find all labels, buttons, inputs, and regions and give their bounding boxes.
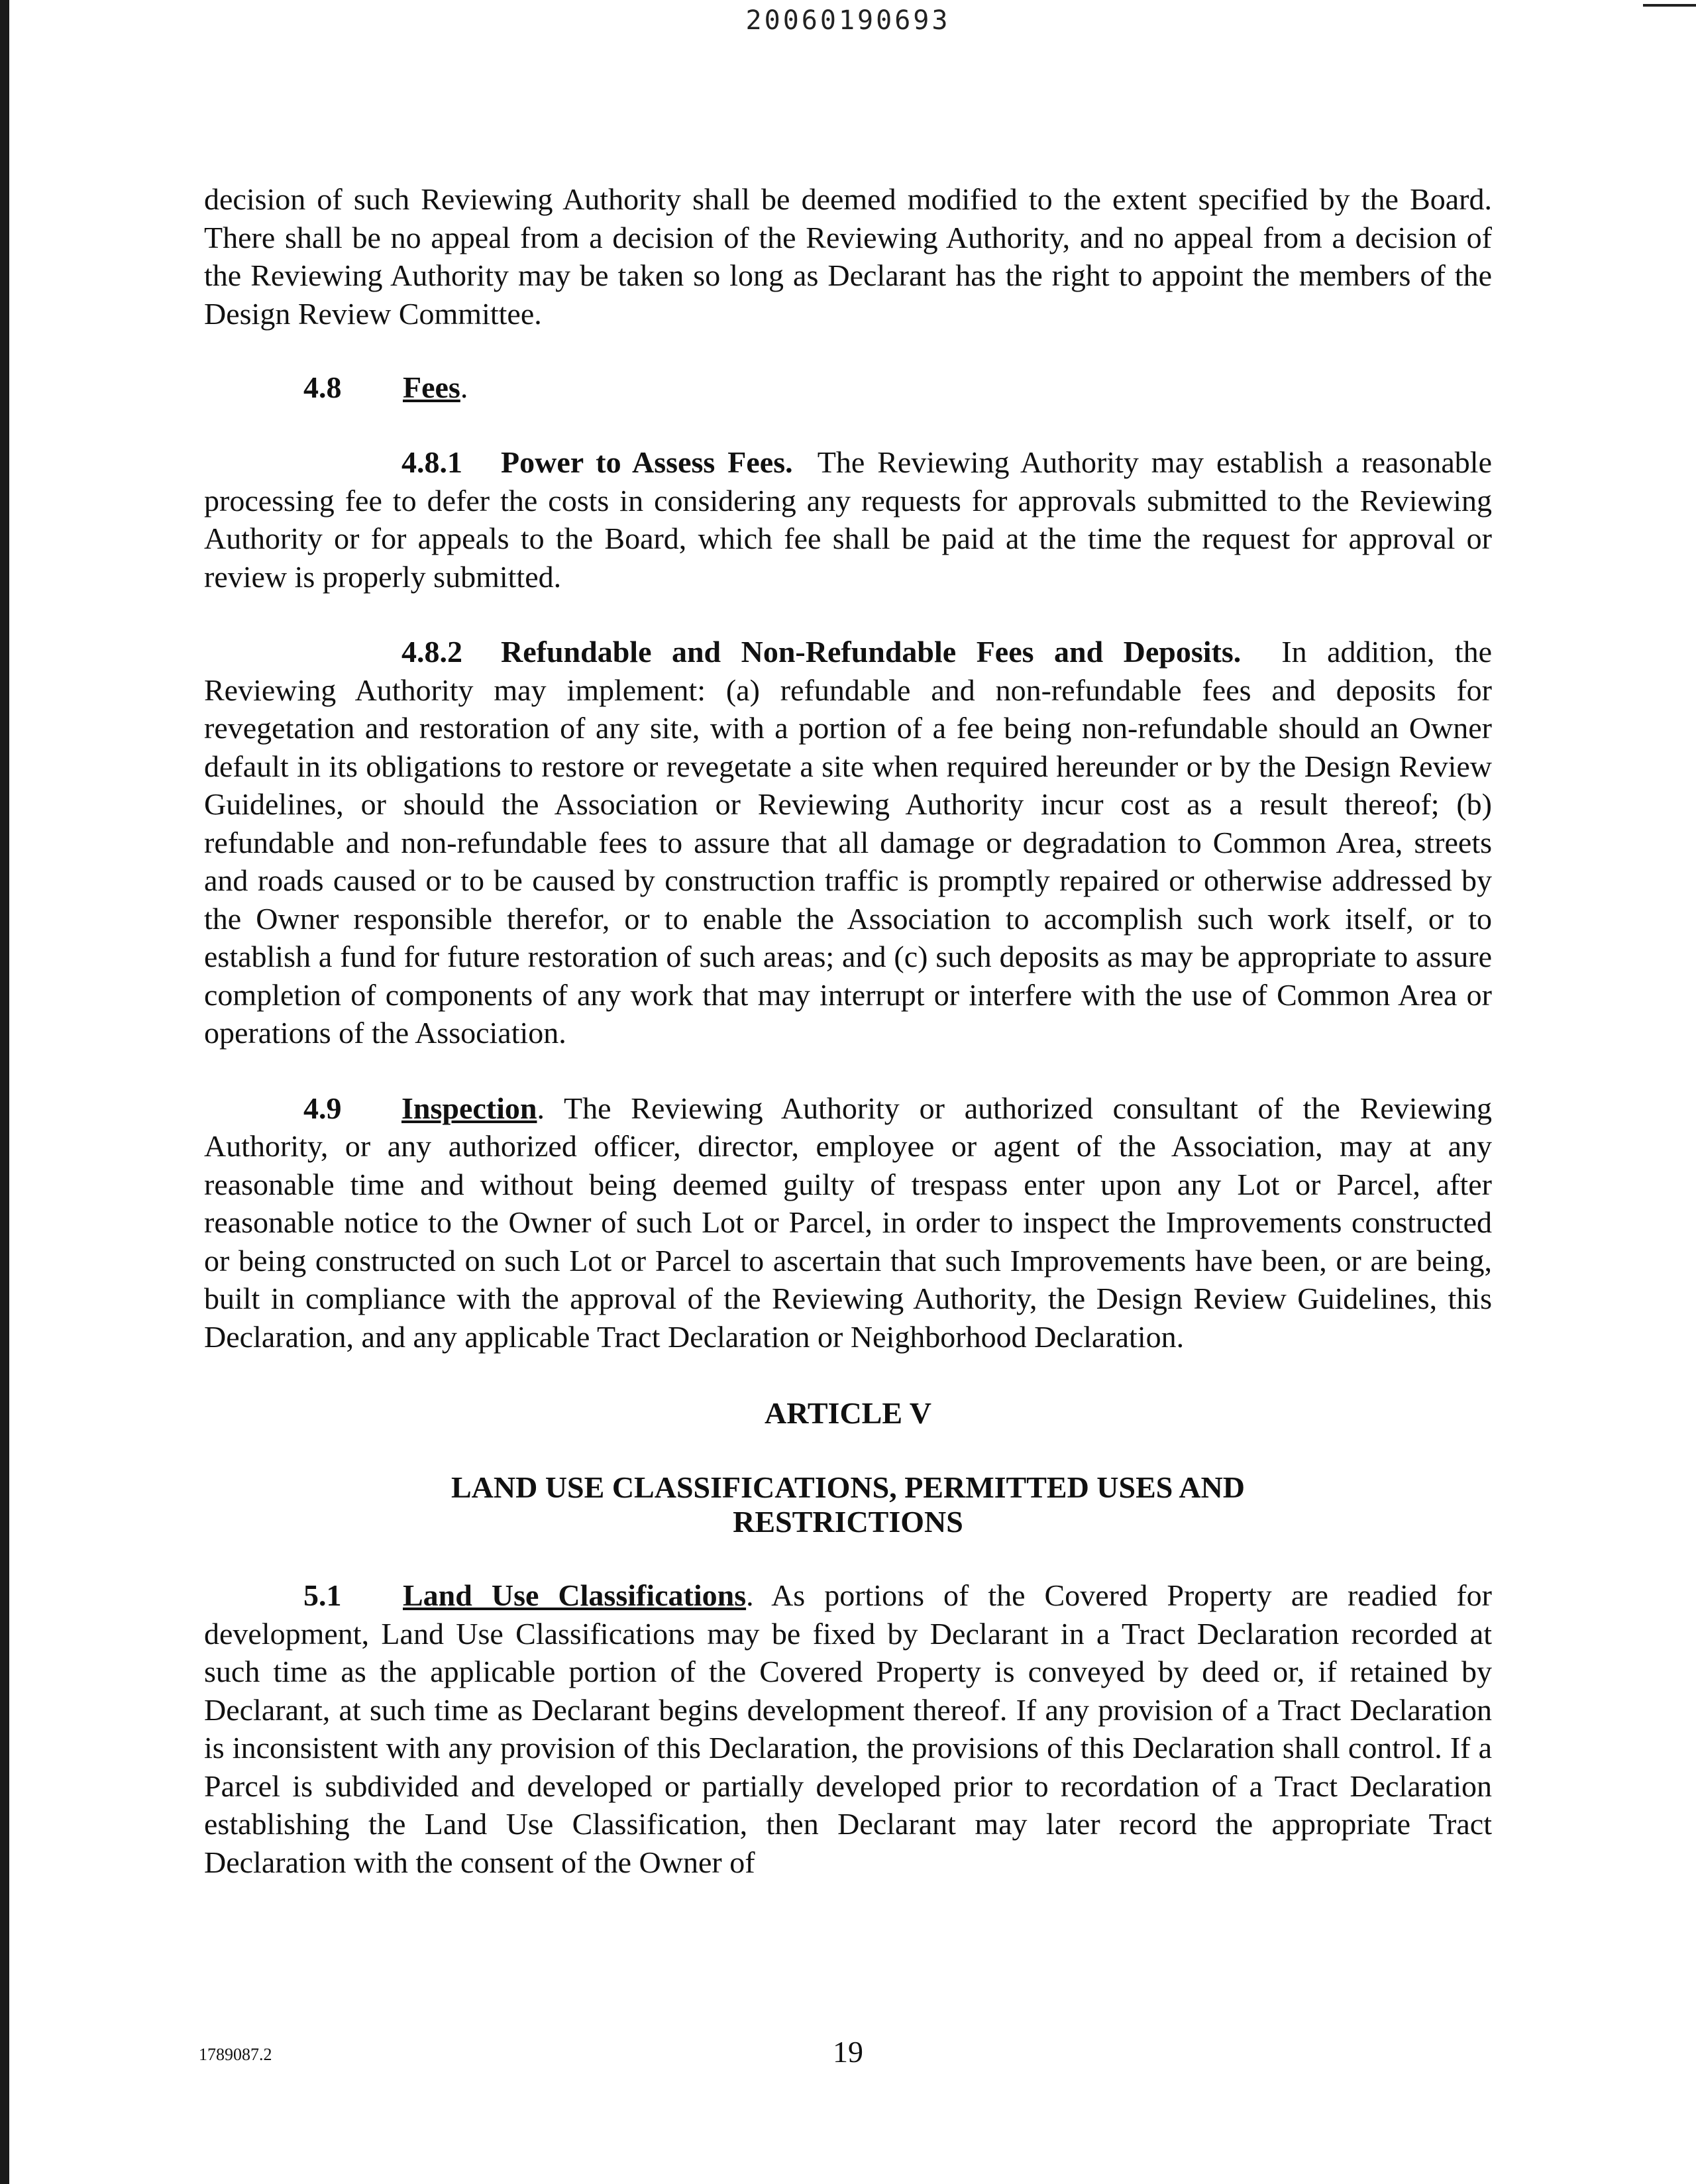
article-subheading: LAND USE CLASSIFICATIONS, PERMITTED USES AND RESTRICTIONS	[451, 1470, 1245, 1539]
section-number: 4.8.2	[401, 635, 462, 669]
section-text: . The Reviewing Authority or authorized consultant of the Reviewing Authority, or any authorized officer, director, employee or agent of the Association, may at any reasonable time and without being deemed guilty of trespass enter upon any Lot or Parcel, after reasonable notice to the Owner of such Lot or Parcel, in order to inspect the Improvements constructed or being constructed on such Lot or Parcel to ascertain that such Improvements have been, or are being, built in compliance with the approval of the Reviewing Authority, the Design Review Guidelines, this Declaration, and any applicable Tract Declaration or Neighborhood Declaration.	[204, 1091, 1492, 1354]
section-title-period: .	[460, 370, 468, 404]
section-number: 4.8	[303, 370, 342, 404]
section-text: In addition, the Reviewing Authority may implement: (a) refundable and non-refundable fees and deposits for revegetation and restoration of any site, with a portion of a fee being non-refundable should an Owner default in its obligations to restore or revegetate a site when required hereunder or by the Design Review Guidelines, or should the Association or Reviewing Authority incur cost as a result thereof; (b) refundable and non-refundable fees to assure that all damage or degradation to Common Area, streets and roads caused or to be caused by construction traffic is promptly repaired or otherwise addressed by the Owner responsible therefor, or to enable the Association to accomplish such work itself, or to establish a fund for future restoration of such areas; and (c) such deposits as may be appropriate to assure completion of components of any work that may interrupt or interfere with the use of Common Area or operations of the Association.	[204, 635, 1493, 1050]
scan-edge-bar	[0, 0, 9, 2184]
section-title: Refundable and Non-Refundable Fees and Deposits.	[501, 635, 1242, 669]
section-title: Fees	[403, 370, 460, 404]
paragraph-continuation: decision of such Reviewing Authority shall be deemed modified to the extent specified by the Board. There shall be no appeal from a decision of the Reviewing Authority, and no appeal from a decision of the Reviewing Authority may be taken so long as Declarant has the right to appoint the members of the Design Review Committee.	[204, 182, 1492, 331]
footer-document-id: 1789087.2	[199, 2045, 272, 2064]
document-number: 20060190693	[745, 5, 951, 36]
section-title: Power to Assess Fees.	[501, 445, 793, 479]
section-title: Inspection	[401, 1091, 537, 1125]
section-4-8-1	[204, 443, 1492, 596]
page-number: 19	[833, 2035, 863, 2069]
section-number: 4.9	[303, 1091, 342, 1125]
section-number: 4.8.1	[401, 445, 462, 479]
section-4-8-2	[204, 633, 1492, 1052]
section-4-9	[204, 1089, 1492, 1356]
article-heading: ARTICLE V	[765, 1396, 931, 1430]
document-body	[204, 180, 1492, 1881]
section-text: The Reviewing Authority may establish a reasonable processing fee to defer the costs in considering any requests for approvals submitted to the Reviewing Authority or for appeals to the Board, which fee shall be paid at the time the request for approval or review is properly submitted.	[204, 445, 1492, 594]
section-5-1	[204, 1576, 1492, 1881]
section-number: 5.1	[303, 1578, 342, 1612]
section-text: . As portions of the Covered Property are readied for development, Land Use Classifications may be fixed by Declarant in a Tract Declaration recorded at such time as the applicable portion of the Covered Property is conveyed by deed or, if retained by Declarant, at such time as Declarant begins development thereof. If any provision of a Tract Declaration is inconsistent with any provision of this Declaration, the provisions of this Declaration shall control. If a Parcel is subdivided and developed or partially developed prior to recordation of a Tract Declaration establishing the Land Use Classification, then Declarant may later record the appropriate Tract Declaration with the consent of the Owner of	[204, 1578, 1492, 1879]
section-4-8-heading	[204, 368, 1492, 406]
section-title: Land Use Classifications	[403, 1578, 747, 1612]
